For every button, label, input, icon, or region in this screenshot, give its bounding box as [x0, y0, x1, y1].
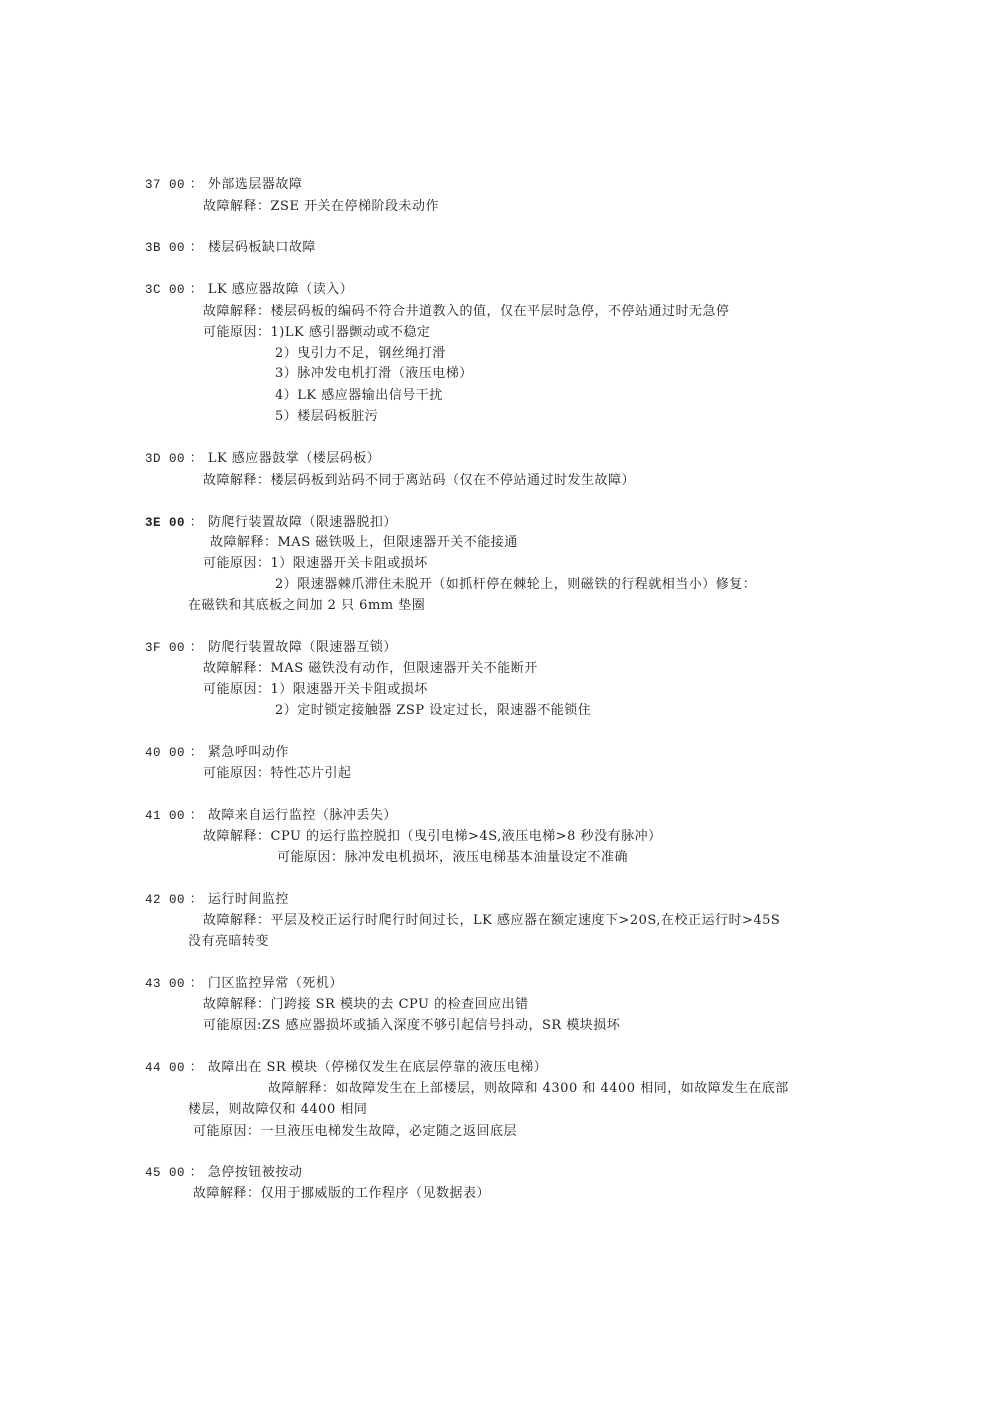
- fault-title: 防爬行装置故障（限速器脱扣）: [207, 515, 397, 530]
- fault-title: 外部选层器故障: [207, 177, 303, 192]
- fault-title: 急停按钮被按动: [207, 1165, 303, 1180]
- fault-code: 42 00: [145, 893, 186, 907]
- fault-explanation: 故障解释：楼层码板的编码不符合井道教入的值，仅在平层时急停，不停站通过时无急停: [203, 304, 730, 319]
- fault-title: 紧急呼叫动作: [207, 745, 289, 760]
- fault-title: 故障来自运行监控（脉冲丢失）: [207, 808, 397, 823]
- fault-title: 故障出在 SR 模块（停梯仅发生在底层停靠的液压电梯）: [207, 1060, 548, 1075]
- possible-cause: 3）脉冲发电机打滑（液压电梯）: [275, 366, 473, 381]
- separator: ：: [189, 515, 204, 530]
- fault-heading-3700: [145, 177, 302, 193]
- fault-code: 3F 00: [145, 641, 186, 655]
- fault-explanation-continued: 楼层，则故障仅和 4400 相同: [188, 1102, 368, 1117]
- fault-heading-4200: [145, 892, 289, 908]
- fault-code: 45 00: [145, 1166, 186, 1180]
- fault-code: 41 00: [145, 809, 186, 823]
- fault-heading-3d00: [145, 451, 380, 467]
- fault-explanation-continued: 没有亮暗转变: [188, 934, 270, 949]
- fault-explanation: 故障解释：ZSE 开关在停梯阶段未动作: [203, 199, 440, 214]
- fault-heading-4100: [145, 808, 397, 824]
- fault-heading-3e00: [145, 515, 397, 531]
- fault-code: 43 00: [145, 977, 186, 991]
- fault-explanation: 故障解释：平层及校正运行时爬行时间过长，LK 感应器在额定速度下>20S,在校正运行时>45S: [203, 913, 781, 928]
- separator: ：: [189, 892, 204, 907]
- fault-explanation: 故障解释：楼层码板到站码不同于离站码（仅在不停站通过时发生故障）: [203, 473, 636, 488]
- fault-explanation: 故障解释：MAS 磁铁没有动作，但限速器开关不能断开: [203, 661, 538, 676]
- possible-cause: 可能原因：1）限速器开关卡阻或损坏: [203, 556, 428, 571]
- separator: ：: [189, 282, 204, 297]
- repair-note: 在磁铁和其底板之间加 2 只 6mm 垫圈: [188, 598, 426, 613]
- fault-code: 3B 00: [145, 241, 186, 255]
- separator: ：: [189, 1165, 204, 1180]
- fault-title: 运行时间监控: [207, 892, 289, 907]
- fault-code: 3E 00: [145, 516, 186, 530]
- separator: ：: [189, 745, 204, 760]
- fault-heading-3f00: [145, 640, 397, 656]
- fault-heading-4500: [145, 1165, 302, 1181]
- separator: ：: [189, 640, 204, 655]
- separator: ：: [189, 240, 204, 255]
- possible-cause: 5）楼层码板脏污: [275, 409, 379, 424]
- fault-heading-4000: [145, 745, 289, 761]
- possible-cause: 可能原因：1）限速器开关卡阻或损坏: [203, 682, 428, 697]
- fault-title: 防爬行装置故障（限速器互锁）: [207, 640, 397, 655]
- fault-explanation: 故障解释：仅用于挪威版的工作程序（见数据表）: [193, 1186, 491, 1201]
- fault-explanation: 故障解释：MAS 磁铁吸上，但限速器开关不能接通: [210, 535, 518, 550]
- separator: ：: [189, 976, 204, 991]
- fault-heading-3b00: [145, 240, 316, 256]
- fault-code: 40 00: [145, 746, 186, 760]
- fault-explanation: 故障解释：门跨接 SR 模块的去 CPU 的检查回应出错: [203, 997, 529, 1012]
- fault-title: 门区监控异常（死机）: [207, 976, 343, 991]
- possible-cause: 可能原因：一旦液压电梯发生故障，必定随之返回底层: [193, 1124, 518, 1139]
- possible-cause: 可能原因：特性芯片引起: [203, 766, 352, 781]
- fault-explanation: 故障解释：如故障发生在上部楼层，则故障和 4300 和 4400 相同，如故障发生在底部: [268, 1081, 789, 1096]
- separator: ：: [189, 1060, 204, 1075]
- possible-cause: 可能原因:ZS 感应器损坏或插入深度不够引起信号抖动，SR 模块损坏: [203, 1018, 621, 1033]
- fault-code: 37 00: [145, 178, 186, 192]
- possible-cause: 可能原因：1)LK 感引器颤动或不稳定: [203, 325, 431, 340]
- fault-heading-4300: [145, 976, 343, 992]
- fault-title: LK 感应器故障（读入）: [207, 282, 354, 297]
- possible-cause: 可能原因：脉冲发电机损坏，液压电梯基本油量设定不准确: [277, 850, 629, 865]
- separator: ：: [189, 177, 204, 192]
- fault-heading-4400: [145, 1060, 547, 1076]
- separator: ：: [189, 808, 204, 823]
- possible-cause: 2）限速器棘爪滞住未脱开（如抓杆停在棘轮上，则磁铁的行程就相当小）修复：: [275, 577, 757, 592]
- fault-code: 3D 00: [145, 452, 186, 466]
- fault-code: 3C 00: [145, 283, 186, 297]
- fault-heading-3c00: [145, 282, 353, 298]
- possible-cause: 2）定时锁定接触器 ZSP 设定过长，限速器不能锁住: [275, 703, 592, 718]
- possible-cause: 4）LK 感应器输出信号干扰: [275, 388, 443, 403]
- fault-title: LK 感应器鼓掌（楼层码板）: [207, 451, 381, 466]
- fault-code: 44 00: [145, 1061, 186, 1075]
- fault-title: 楼层码板缺口故障: [207, 240, 316, 255]
- possible-cause: 2）曳引力不足，钢丝绳打滑: [275, 346, 446, 361]
- fault-explanation: 故障解释：CPU 的运行监控脱扣（曳引电梯>4S,液压电梯>8 秒没有脉冲）: [203, 829, 662, 844]
- separator: ：: [189, 451, 204, 466]
